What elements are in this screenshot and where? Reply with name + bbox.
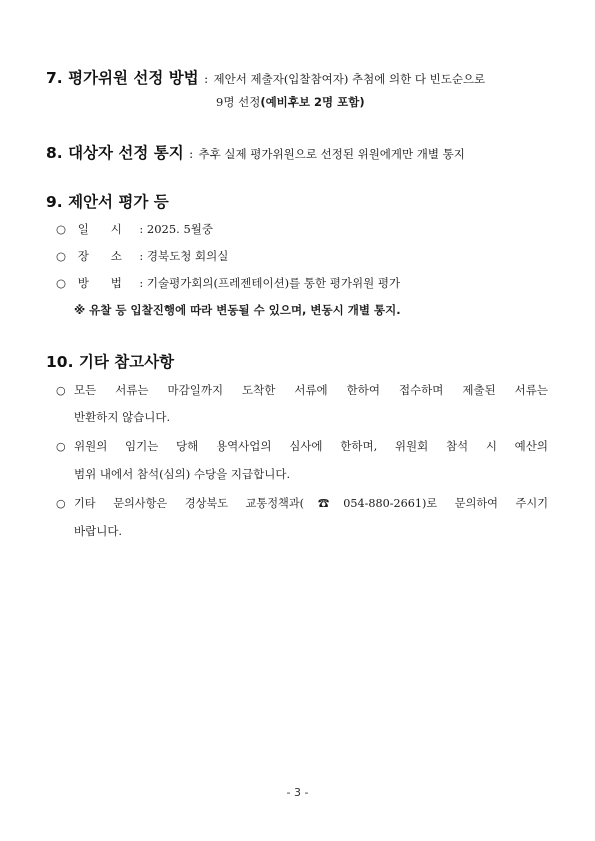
- section-7-text-line1: 제안서 제출자(입찰참여자) 추첨에 의한 다 빈도순으로: [213, 72, 486, 86]
- section-9-title: 9. 제안서 평가 등: [46, 193, 169, 211]
- section-8-separator: :: [189, 147, 194, 161]
- section-10-title: 10. 기타 참고사항: [46, 353, 175, 371]
- bullet-circle: ○: [56, 497, 66, 510]
- section-10-item2-line2: 범위 내에서 참석(심의) 수당을 지급합니다.: [74, 467, 291, 481]
- bullet-circle: ○: [56, 249, 67, 263]
- section-10-item1-line2: 반환하지 않습니다.: [74, 410, 171, 424]
- bullet-circle: ○: [56, 222, 67, 236]
- page-number: - 3 -: [286, 786, 309, 799]
- section-10-item2-line1: 위원의 임기는 당해 용역사업의 심사에 한하며, 위원회 참석 시 예산의: [74, 439, 548, 453]
- bullet-circle: ○: [56, 440, 66, 453]
- section-7: [46, 66, 485, 88]
- section-7-line2-plain: 9명 선정: [216, 95, 261, 109]
- section-9-note: ※ 유찰 등 입찰진행에 따라 변동될 수 있으며, 변동시 개별 통지.: [74, 303, 401, 317]
- method-label: 방 법: [77, 276, 122, 290]
- section-7-separator: :: [204, 72, 209, 86]
- bullet-circle: ○: [56, 384, 66, 397]
- section-9-item-method: [56, 275, 400, 291]
- section-10-item3-line1: 기타 문의사항은 경상북도 교통정책과(☎054-880-2661)로 문의하여 주시기: [74, 497, 548, 510]
- section-8-title: 8. 대상자 선정 통지: [46, 144, 184, 162]
- date-value: : 2025. 5월중: [139, 222, 214, 236]
- section-8-text: 추후 실제 평가위원으로 선정된 위원에게만 개별 통지: [198, 147, 465, 161]
- place-value: : 경북도청 회의실: [139, 249, 229, 263]
- section-10-item1-line1: 모든 서류는 마감일까지 도착한 서류에 한하여 접수하며 제출된 서류는: [74, 383, 548, 397]
- place-label: 장 소: [77, 249, 122, 263]
- section-8: [46, 141, 465, 163]
- section-7-title: 7. 평가위원 선정 방법: [46, 69, 199, 87]
- section-9-item-date: [56, 221, 213, 237]
- section-10-item3-line2: 바랍니다.: [74, 524, 123, 538]
- section-9-item-place: [56, 248, 228, 264]
- bullet-circle: ○: [56, 276, 67, 290]
- section-7-line2: [216, 94, 365, 110]
- date-label: 일 시: [77, 222, 122, 236]
- section-7-line2-bold: (예비후보 2명 포함): [260, 95, 365, 109]
- method-value: : 기술평가회의(프레젠테이션)를 통한 평가위원 평가: [139, 276, 401, 290]
